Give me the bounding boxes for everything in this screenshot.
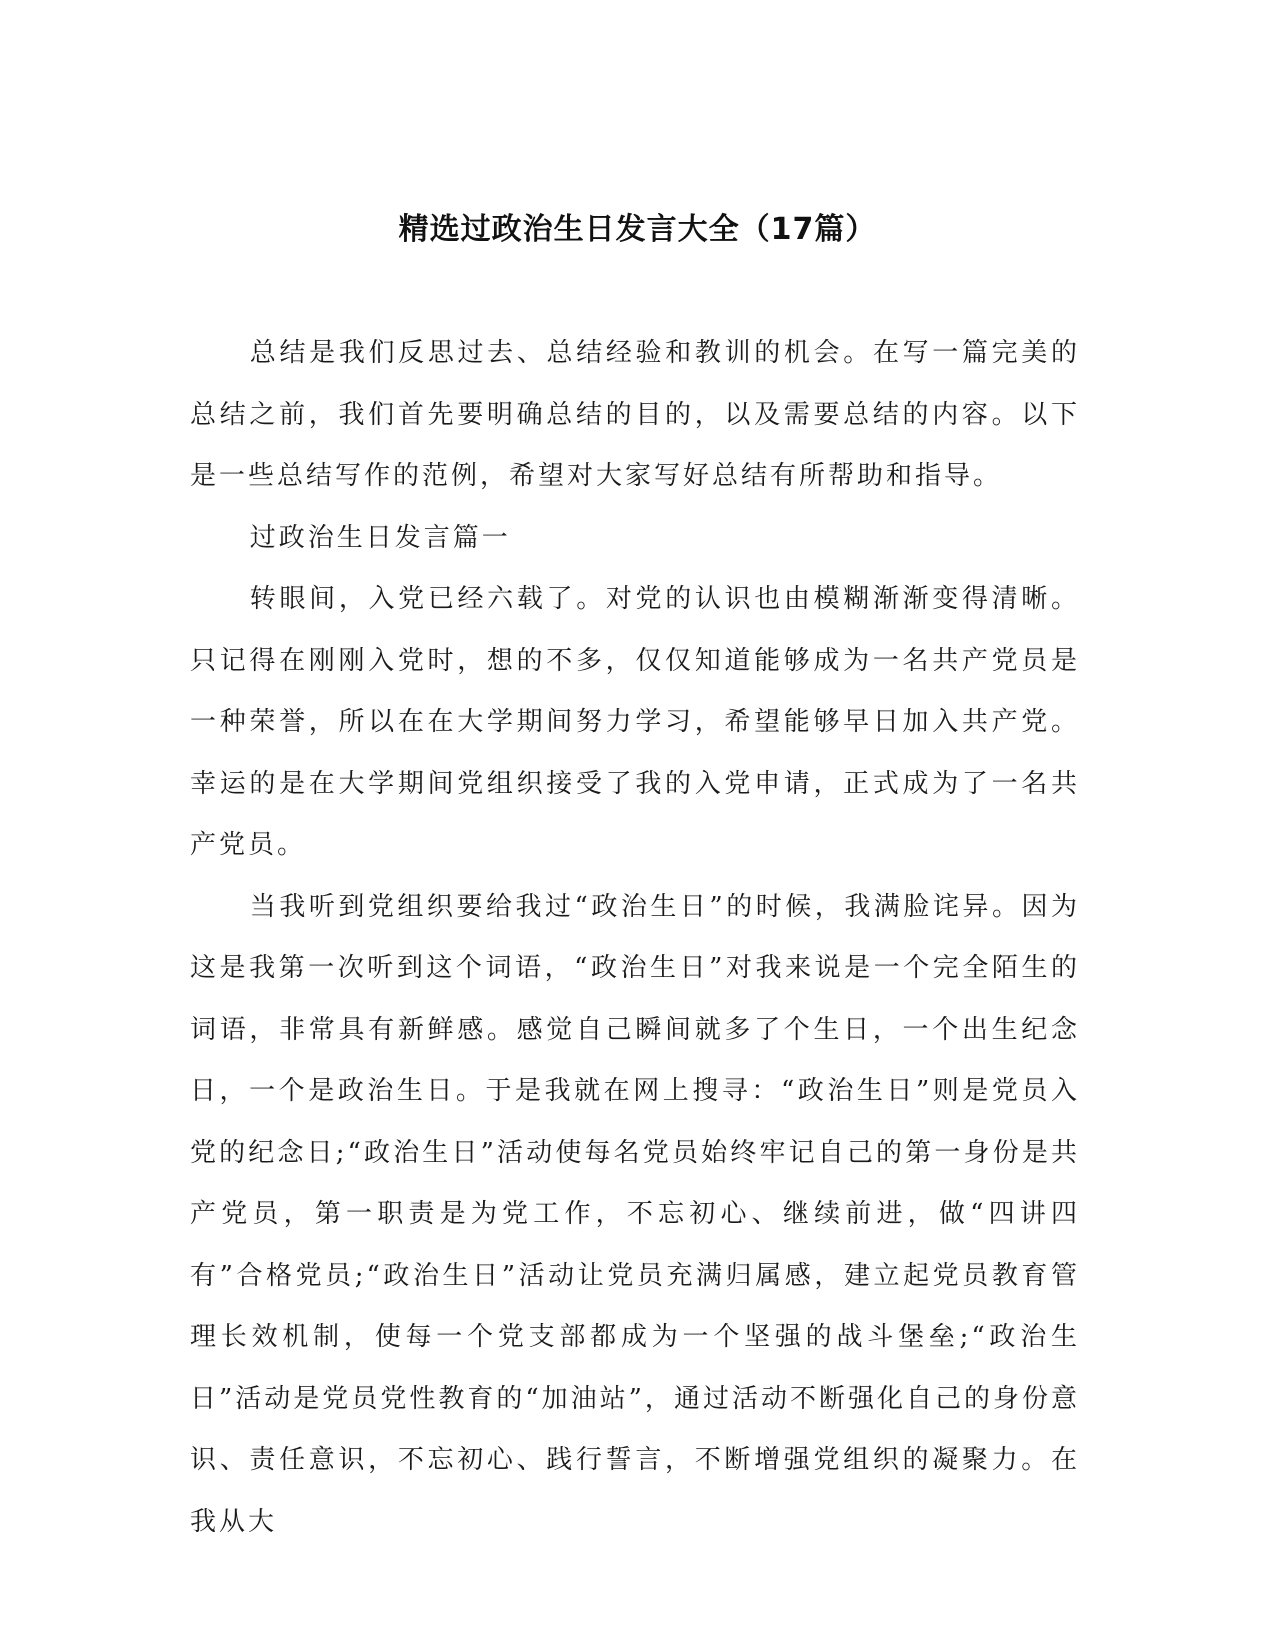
body-paragraph-2: 当我听到党组织要给我过“政治生日”的时候，我满脸诧异。因为这是我第一次听到这个词语，“政治生日”对我来说是一个完全陌生的词语，非常具有新鲜感。感觉自己瞬间就多了个生日，一个出生纪念日，一个是政治生日。于是我就在网上搜寻：“政治生日”则是党员入党的纪念日;“政治生日”活动使每名党员始终牢记自己的第一身份是共产党员，第一职责是为党工作，不忘初心、继续前进，做“四讲四有”合格党员;“政治生日”活动让党员充满归属感，建立起党员教育管理长效机制，使每一个党支部都成为一个坚强的战斗堡垒;“政治生日”活动是党员党性教育的“加油站”，通过活动不断强化自己的身份意识、责任意识，不忘初心、践行誓言，不断增强党组织的凝聚力。在我从大 bbox=[190, 891, 1080, 1537]
body-paragraph-1: 转眼间，入党已经六载了。对党的认识也由模糊渐渐变得清晰。只记得在刚刚入党时，想的不多，仅仅知道能够成为一名共产党员是一种荣誉，所以在在大学期间努力学习，希望能够早日加入共产党。幸运的是在大学期间党组织接受了我的入党申请，正式成为了一名共产党员。 bbox=[190, 584, 1080, 860]
section-heading: 过政治生日发言篇一 bbox=[249, 522, 511, 553]
document-title: 精选过政治生日发言大全（17篇） bbox=[398, 212, 877, 247]
intro-paragraph: 总结是我们反思过去、总结经验和教训的机会。在写一篇完美的总结之前，我们首先要明确总结的目的，以及需要总结的内容。以下是一些总结写作的范例，希望对大家写好总结有所帮助和指导。 bbox=[190, 338, 1080, 491]
document-body bbox=[190, 323, 1080, 1553]
